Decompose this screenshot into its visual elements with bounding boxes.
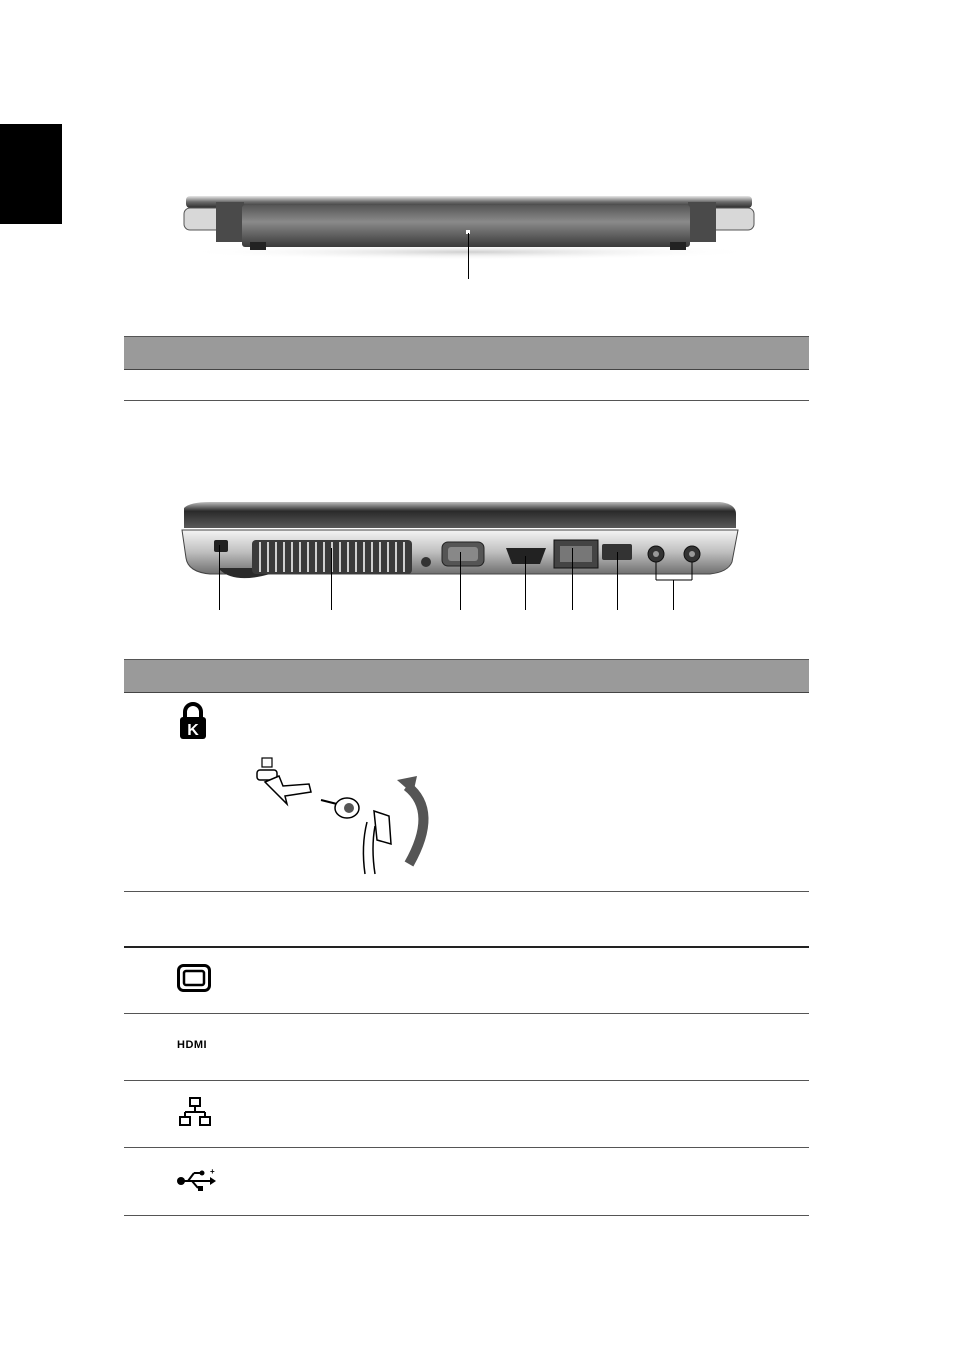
left-callout-line-7 <box>673 580 674 610</box>
left-callout-line-6 <box>617 552 618 610</box>
left-callout-line-4 <box>525 556 526 610</box>
table-row <box>124 1014 809 1081</box>
kensington-lock-icon <box>178 702 208 740</box>
hdmi-icon <box>177 1038 215 1050</box>
table-row <box>124 1081 809 1148</box>
table-row <box>124 369 809 401</box>
table-row <box>124 692 809 892</box>
rear-view-table <box>124 336 809 370</box>
left-view-table <box>124 659 809 693</box>
table-row <box>124 1148 809 1216</box>
usb-icon <box>176 1168 216 1192</box>
table-row <box>124 892 809 948</box>
table-header <box>124 336 809 370</box>
rear-view-illustration <box>180 190 760 285</box>
table-header <box>124 659 809 693</box>
svg-text:HDMI: HDMI <box>177 1039 208 1050</box>
left-callout-line-5 <box>572 548 573 610</box>
ethernet-icon <box>179 1097 211 1127</box>
left-callout-line-1 <box>219 545 220 610</box>
svg-text:+: + <box>210 1168 215 1176</box>
left-callout-line-2 <box>331 548 332 610</box>
vga-port-icon <box>177 964 211 992</box>
svg-text:K: K <box>187 722 199 739</box>
left-callout-line-3 <box>460 552 461 610</box>
kensington-lock-diagram <box>249 756 439 876</box>
table-row <box>124 948 809 1014</box>
chapter-side-tab <box>0 124 62 224</box>
rear-callout-line-1 <box>468 233 469 279</box>
